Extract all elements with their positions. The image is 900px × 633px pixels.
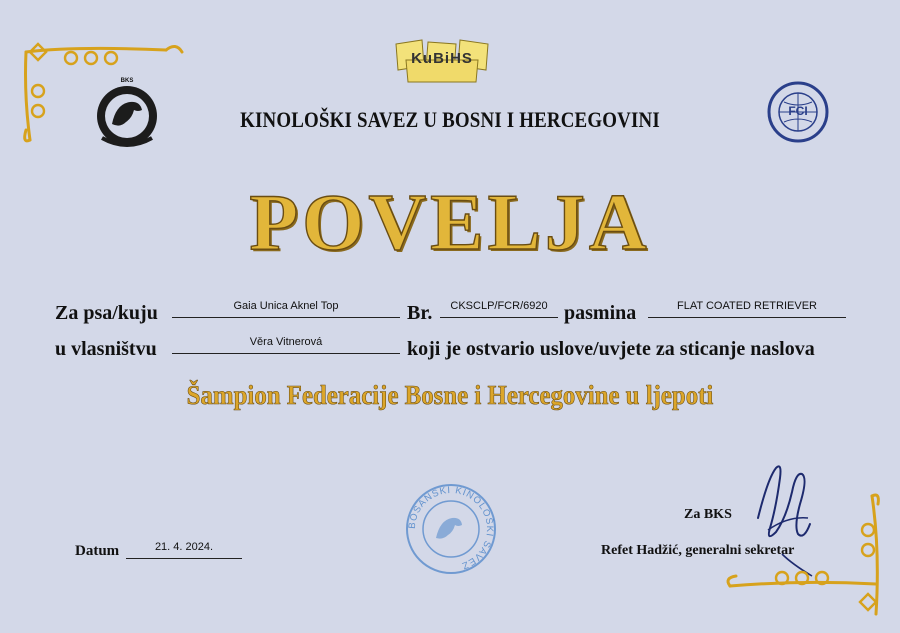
number-label: Br. (407, 302, 433, 324)
breed-value: FLAT COATED RETRIEVER (677, 300, 817, 312)
dog-name-value: Gaia Unica Aknel Top (233, 300, 339, 312)
stamp-text: BOSANSKI KINOLOŠKI SAVEZ (406, 484, 496, 572)
date-value: 21. 4. 2024. (154, 541, 214, 553)
owner-label: u vlasništvu (55, 338, 157, 360)
ornament-bottom-right-icon (722, 490, 892, 620)
kubihs-logo-text: KuBiHS (411, 50, 473, 67)
condition-text: koji je ostvario uslove/uvjete za sticanje naslova (407, 338, 815, 360)
kubihs-logo (392, 38, 492, 86)
organization-name: KINOLOŠKI SAVEZ U BOSNI I HERCEGOVINI (240, 107, 660, 132)
dog-label: Za psa/kuju (55, 302, 158, 324)
award-title: Šampion Federacije Bosne i Hercegovine u ljepoti (186, 380, 714, 410)
owner-value: Věra Vitnerová (249, 336, 323, 348)
bks-logo-label: BKS (120, 78, 134, 84)
fci-logo-label: FCI (788, 104, 808, 118)
signatory-name: Refet Hadžić, generalni sekretar (601, 543, 795, 558)
certificate-title: POVELJA (249, 179, 651, 267)
for-bks-label: Za BKS (684, 507, 732, 522)
date-label: Datum (75, 543, 120, 559)
breed-label: pasmina (564, 302, 637, 324)
number-value: CKSCLP/FCR/6920 (450, 300, 548, 312)
official-stamp (404, 482, 498, 576)
